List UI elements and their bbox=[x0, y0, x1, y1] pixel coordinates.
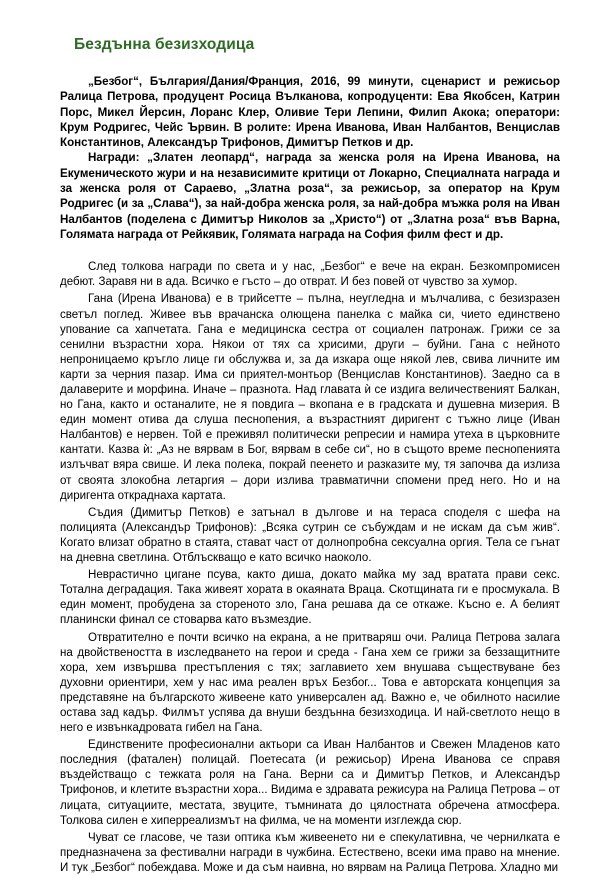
body-paragraph: Единствените професионални актьори са Иван Налбантов и Свежен Младенов като последния (фатален) полицай. Поетесата (и режисьор) Ирена Иванова се справя въздействащо с тежката роля на Гана. Верни са и Димитър Петков, и Александър Трифонов, и клетите възрастни хора... Видима е здравата режисура на Ралица Петрова – от лицата, ситуациите, местата, звуците, тъмнината до цялостната обречена атмосфера. Толкова силен е хиперреализмът на филма, че на моменти изглежда сюр. bbox=[60, 739, 560, 827]
body-paragraph: Неврастично цигане псува, както диша, докато майка му зад вратата прави секс. Тотална деградация. Така живеят хората в окаяната Враца. Скотщината ги е просмукала. В един момент, пробудена за стореното зло, Гана решава да се откаже. Късно е. А белият планински финал се стоварва като възмездие. bbox=[60, 569, 560, 627]
body-paragraph: Съдия (Димитър Петков) е затънал в дългове и на тераса споделя с шефа на полицията (Александър Трифонов): „Всяка сутрин се събуждам и не искам да съм жив“. Когато влизат обратно в стаята, стават част от долнопробна сексуална оргия. Тела се гънат на дневна светлина. Отблъскващо е като всичко наоколо. bbox=[60, 506, 560, 565]
awards-paragraph: Награди: „Златен леопард“, награда за женска роля на Ирена Иванова, на Екуменическото жури и на независимите критици от Локарно, Специалната награда и за женска роля от Сараево, „Златна роза“, за режисьор, за оператор на Крум Родригес (и за „Слава“), за най-добра женска роля, за най-добра мъжка роля на Иван Налбантов (поделена с Димитър Николов за „Христо“) от „Златна роза“ във Варна, Голямата награда от Рейкявик, Голямата награда на София филм фест и др. bbox=[60, 151, 560, 241]
article-body bbox=[60, 260, 560, 876]
body-paragraph: След толкова награди по света и у нас, „Безбог“ е вече на екран. Безкомпромисен дебют. Заравя ни в ада. Всичко е гъсто – до отврат. И без повей от чувство за хумор. bbox=[60, 261, 560, 289]
film-credits bbox=[60, 74, 560, 242]
body-paragraph: Отвратително е почти всичко на екрана, а не притваряш очи. Ралица Петрова залага на двойствеността в изследването на герои и среда - Гана хем се грижи за беззащитните хора, хем извършва престъпления с тях; заглавието хем внушава съществуване без духовни ориентири, хем у нас има реален връх Безбог... Това е авторската концепция за представяне на българското живеене като универсален ад. Важно е, че обилното насилие остава зад кадър. Филмът успява да внуши бездънна безизходица. И най-светлото нещо в него е извънкадровата гибел на Гана. bbox=[60, 631, 560, 735]
body-paragraph: Чуват се гласове, че тази оптика към живеенето ни е спекулативна, че чернилката е предназначена за фестивални награди в чужбина. Естествено, всеки има право на мнение. И тук „Безбог“ побеждава. Може и да съм наивна, но вярвам на Ралица Петрова. Хладно ми bbox=[60, 831, 560, 874]
article-title: Бездънна безизходица bbox=[74, 36, 255, 53]
credits-paragraph: „Безбог“, България/Дания/Франция, 2016, 99 минути, сценарист и режисьор Ралица Петрова, продуцент Росица Вълканова, копродуценти: Ева Якобсен, Катрин Порс, Микел Йерсин, Лоранс Клер, Оливие Тери Лепини, Филип Акока; оператори: Крум Родригес, Чейс Ървин. В ролите: Ирена Иванова, Иван Налбантов, Венцислав Константинов, Александър Трифонов, Димитър Петков и др. bbox=[60, 75, 560, 150]
body-paragraph: Гана (Ирена Иванова) е в трийсетте – пълна, неугледна и мълчалива, с безизразен светъл поглед. Живее във врачанска олющена панелка с майка си, чието единствено упование са хапчетата. Гана е медицинска сестра от социален патронаж. Грижи се за сенилни възрастни хора. Някои от тях са хрисими, други – буйни. Гана с нейното непроницаемо кръгло лице ги обслужва и, за да изкара още някой лев, свива личните им карти за черния пазар. Има си приятел-монтьор (Венцислав Константинов). Заедно са в далаверите и морфина. Иначе – празнота. Над главата ѝ се издига величественият Балкан, но Гана, както и останалите, не я повдига – вкопана е в градската и душевна мизерия. В един момент отива да слуша песнопения, а възрастният диригент с тъжно лице (Иван Налбантов) е нервен. Той е преживял политически репресии и намира утеха в църковните кантати. Казва ѝ: „Аз не вярвам в Бог, вярвам в себе си“, но в същото време песнопенията излъчват вяра свише. И лека полека, покрай пеенето и разказите му, тя започва да излиза от своята злокобна летаргия – дори излива травматични спомени пред него. Но и на диригента откраднаха картата. bbox=[60, 293, 560, 502]
